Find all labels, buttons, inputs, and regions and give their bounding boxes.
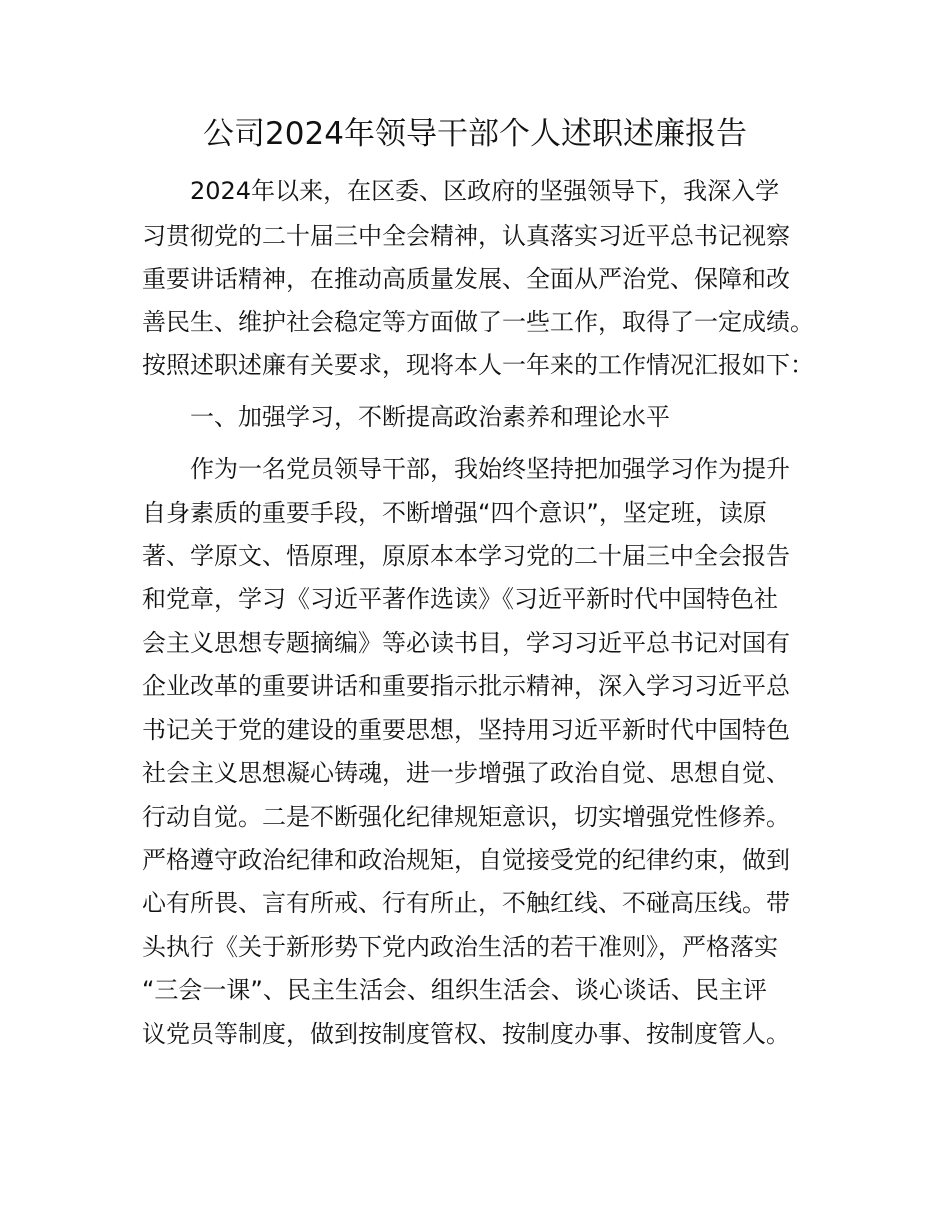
paragraph-line: 2024年以来，在区委、区政府的坚强领导下，我深入学 xyxy=(190,177,780,205)
paragraph-line: 善民生、维护社会稳定等方面做了一些工作，取得了一定成绩。 xyxy=(142,308,814,336)
paragraph-line: 书记关于党的建设的重要思想，坚持用习近平新时代中国特色 xyxy=(142,716,790,744)
paragraph-line: 按照述职述廉有关要求，现将本人一年来的工作情况汇报如下： xyxy=(142,351,814,379)
paragraph-line: 严格遵守政治纪律和政治规矩，自觉接受党的纪律约束，做到 xyxy=(142,846,790,874)
paragraph-line: 心有所畏、言有所戒、行有所止，不触红线、不碰高压线。带 xyxy=(142,889,790,917)
section-heading: 一、加强学习，不断提高政治素养和理论水平 xyxy=(190,403,670,431)
document-title: 公司2024年领导干部个人述职述廉报告 xyxy=(203,116,747,152)
paragraph-line: 企业改革的重要讲话和重要指示批示精神，深入学习习近平总 xyxy=(142,672,790,700)
paragraph-line: 著、学原文、悟原理，原原本本学习党的二十届三中全会报告 xyxy=(142,542,790,570)
paragraph-line: 头执行《关于新形势下党内政治生活的若干准则》，严格落实 xyxy=(142,933,778,961)
paragraph-line: 会主义思想专题摘编》等必读书目，学习习近平总书记对国有 xyxy=(142,629,790,657)
paragraph-line: 作为一名党员领导干部，我始终坚持把加强学习作为提升 xyxy=(190,455,790,483)
paragraph-line: 行动自觉。二是不断强化纪律规矩意识，切实增强党性修养。 xyxy=(142,803,790,831)
paragraph-line: 自身素质的重要手段，不断增强“四个意识”，坚定班，读原 xyxy=(142,499,767,527)
paragraph-line: 习贯彻党的二十届三中全会精神，认真落实习近平总书记视察 xyxy=(142,222,790,250)
paragraph-line: 重要讲话精神，在推动高质量发展、全面从严治党、保障和改 xyxy=(142,265,790,293)
paragraph-line: 社会主义思想凝心铸魂，进一步增强了政治自觉、思想自觉、 xyxy=(142,759,790,787)
paragraph-line: 议党员等制度，做到按制度管权、按制度办事、按制度管人。 xyxy=(142,1020,790,1048)
paragraph-line: 和党章，学习《习近平著作选读》《习近平新时代中国特色社 xyxy=(142,585,778,613)
paragraph-line: “三会一课”、民主生活会、组织生活会、谈心谈话、民主评 xyxy=(142,976,767,1004)
